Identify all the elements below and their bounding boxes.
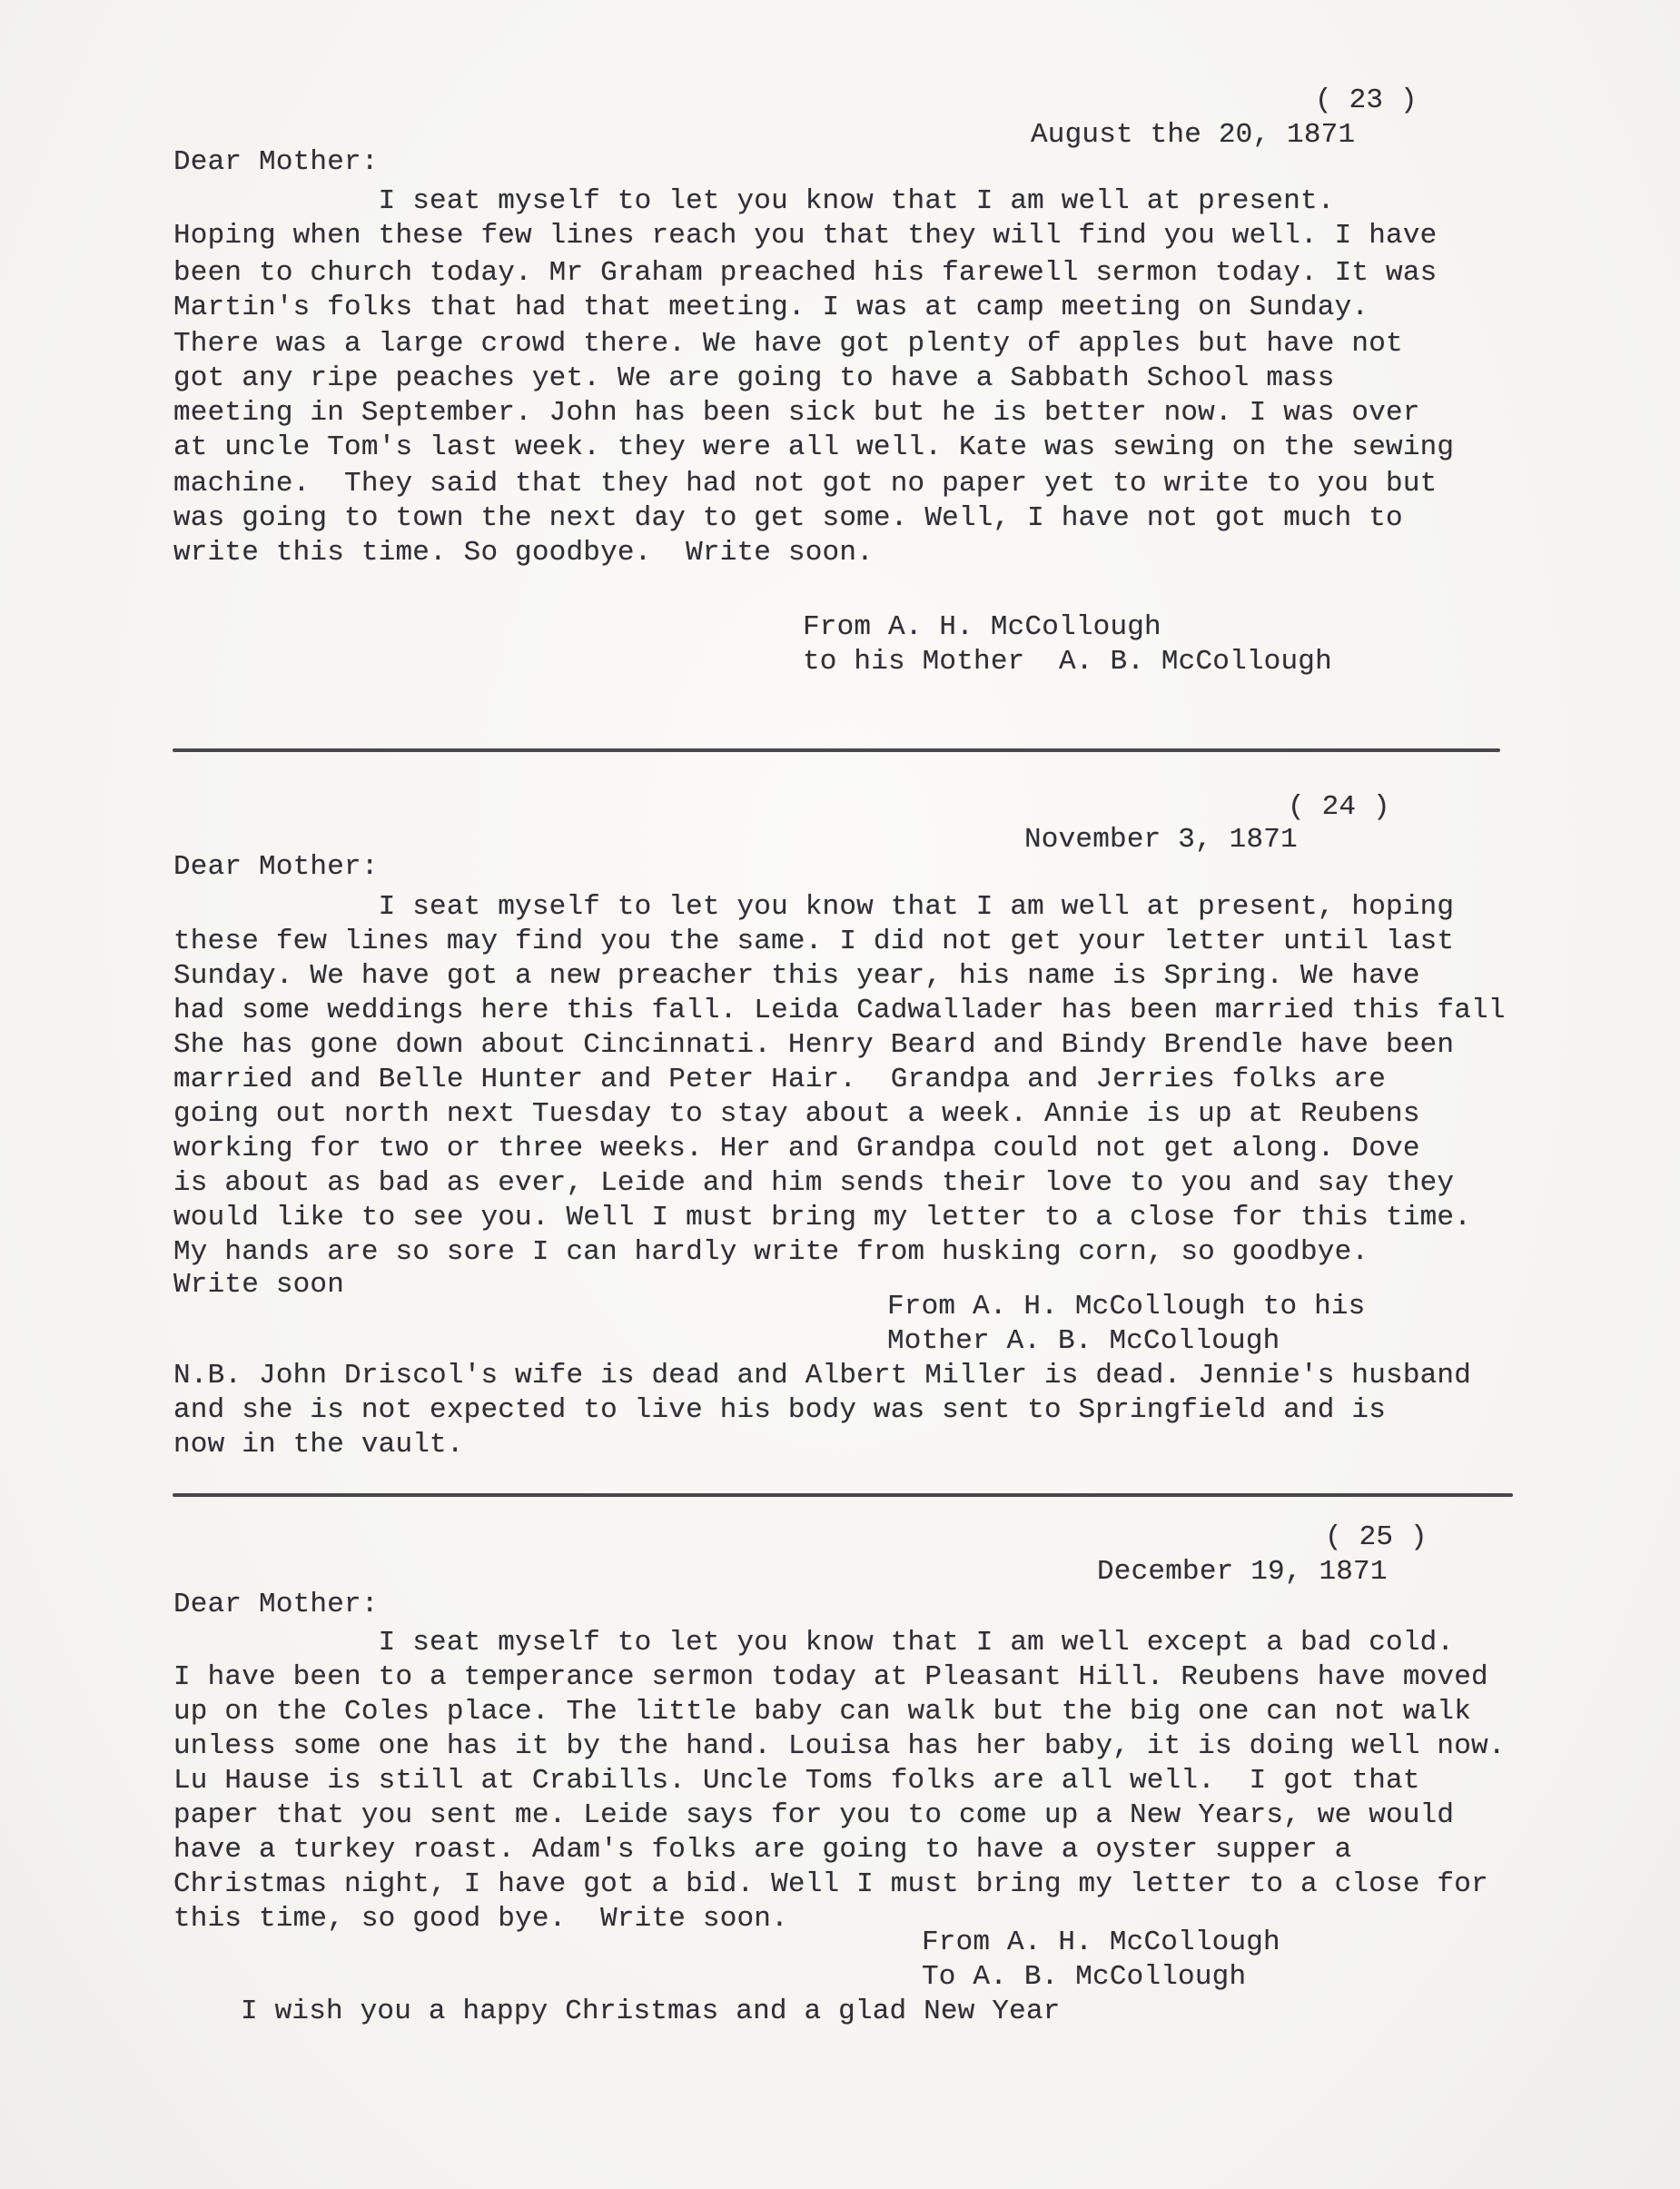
body-line: I seat myself to let you know that I am well at present.	[173, 185, 1335, 217]
body-line: There was a large crowd there. We have got plenty of apples but have not	[173, 328, 1403, 360]
closing-wish: I wish you a happy Christmas and a glad New Year	[241, 1996, 1061, 2027]
letter-date: December 19, 1871	[1097, 1556, 1388, 1588]
body-line: I seat myself to let you know that I am well at present, hoping	[173, 891, 1455, 923]
body-line: unless some one has it by the hand. Louisa has her baby, it is doing well now.	[173, 1730, 1506, 1762]
body-line: I have been to a temperance sermon today at Pleasant Hill. Reubens have moved	[173, 1661, 1488, 1693]
postscript-line: and she is not expected to live his body was sent to Springfield and is	[173, 1394, 1387, 1426]
body-line: had some weddings here this fall. Leida Cadwallader has been married this fall	[173, 995, 1506, 1026]
body-line: I seat myself to let you know that I am well except a bad cold.	[173, 1627, 1455, 1659]
body-line: Write soon	[173, 1269, 345, 1301]
body-line: meeting in September. John has been sick but he is better now. I was over	[173, 397, 1420, 429]
body-line: is about as bad as ever, Leide and him sends their love to you and say they	[173, 1167, 1455, 1199]
body-line: My hands are so sore I can hardly write from husking corn, so goodbye.	[173, 1236, 1369, 1268]
postscript-line: now in the vault.	[173, 1429, 464, 1461]
signature-line: From A. H. McCollough	[922, 1927, 1280, 1958]
letter-number: ( 24 )	[1288, 791, 1390, 823]
body-line: married and Belle Hunter and Peter Hair. Grandpa and Jerries folks are	[173, 1064, 1387, 1095]
body-line: was going to town the next day to get some. Well, I have not got much to	[173, 502, 1403, 534]
signature-line: From A. H. McCollough to his	[887, 1291, 1366, 1322]
body-line: She has gone down about Cincinnati. Henry Beard and Bindy Brendle have been	[173, 1029, 1455, 1061]
body-line: have a turkey roast. Adam's folks are going to have a oyster supper a	[173, 1834, 1352, 1866]
body-line: machine. They said that they had not got no paper yet to write to you but	[173, 468, 1438, 500]
letter-date: November 3, 1871	[1024, 824, 1298, 856]
letter-date: August the 20, 1871	[1031, 119, 1356, 151]
signature-line: To A. B. McCollough	[922, 1961, 1247, 1993]
body-line: working for two or three weeks. Her and Grandpa could not get along. Dove	[173, 1133, 1420, 1164]
body-line: up on the Coles place. The little baby can walk but the big one can not walk	[173, 1696, 1472, 1728]
letter-number: ( 25 )	[1325, 1521, 1428, 1553]
salutation: Dear Mother:	[173, 146, 379, 178]
body-line: going out north next Tuesday to stay about a week. Annie is up at Reubens	[173, 1098, 1420, 1130]
body-line: Martin's folks that had that meeting. I was at camp meeting on Sunday.	[173, 292, 1369, 323]
signature-line: to his Mother A. B. McCollough	[803, 646, 1332, 678]
body-line: write this time. So goodbye. Write soon.	[173, 537, 874, 569]
body-line: paper that you sent me. Leide says for you to come up a New Years, we would	[173, 1799, 1455, 1831]
letter-number: ( 23 )	[1315, 84, 1418, 116]
salutation: Dear Mother:	[173, 1589, 379, 1620]
body-line: these few lines may find you the same. I did not get your letter until last	[173, 926, 1455, 957]
postscript-line: N.B. John Driscol's wife is dead and Albert Miller is dead. Jennie's husband	[173, 1360, 1472, 1392]
body-line: been to church today. Mr Graham preached his farewell sermon today. It was	[173, 257, 1438, 289]
body-line: Sunday. We have got a new preacher this year, his name is Spring. We have	[173, 960, 1420, 992]
body-line: Christmas night, I have got a bid. Well I must bring my letter to a close for	[173, 1868, 1488, 1900]
body-line: Lu Hause is still at Crabills. Uncle Toms folks are all well. I got that	[173, 1765, 1420, 1797]
signature-line: Mother A. B. McCollough	[887, 1325, 1280, 1357]
body-line: got any ripe peaches yet. We are going to have a Sabbath School mass	[173, 362, 1335, 394]
body-line: would like to see you. Well I must bring my letter to a close for this time.	[173, 1202, 1472, 1233]
salutation: Dear Mother:	[173, 851, 379, 883]
letter-divider	[173, 1493, 1513, 1497]
body-line: this time, so good bye. Write soon.	[173, 1903, 788, 1935]
body-line: at uncle Tom's last week. they were all well. Kate was sewing on the sewing	[173, 431, 1455, 463]
signature-line: From A. H. McCollough	[803, 611, 1161, 643]
letter-divider	[173, 748, 1500, 752]
body-line: Hoping when these few lines reach you that they will find you well. I have	[173, 220, 1438, 252]
